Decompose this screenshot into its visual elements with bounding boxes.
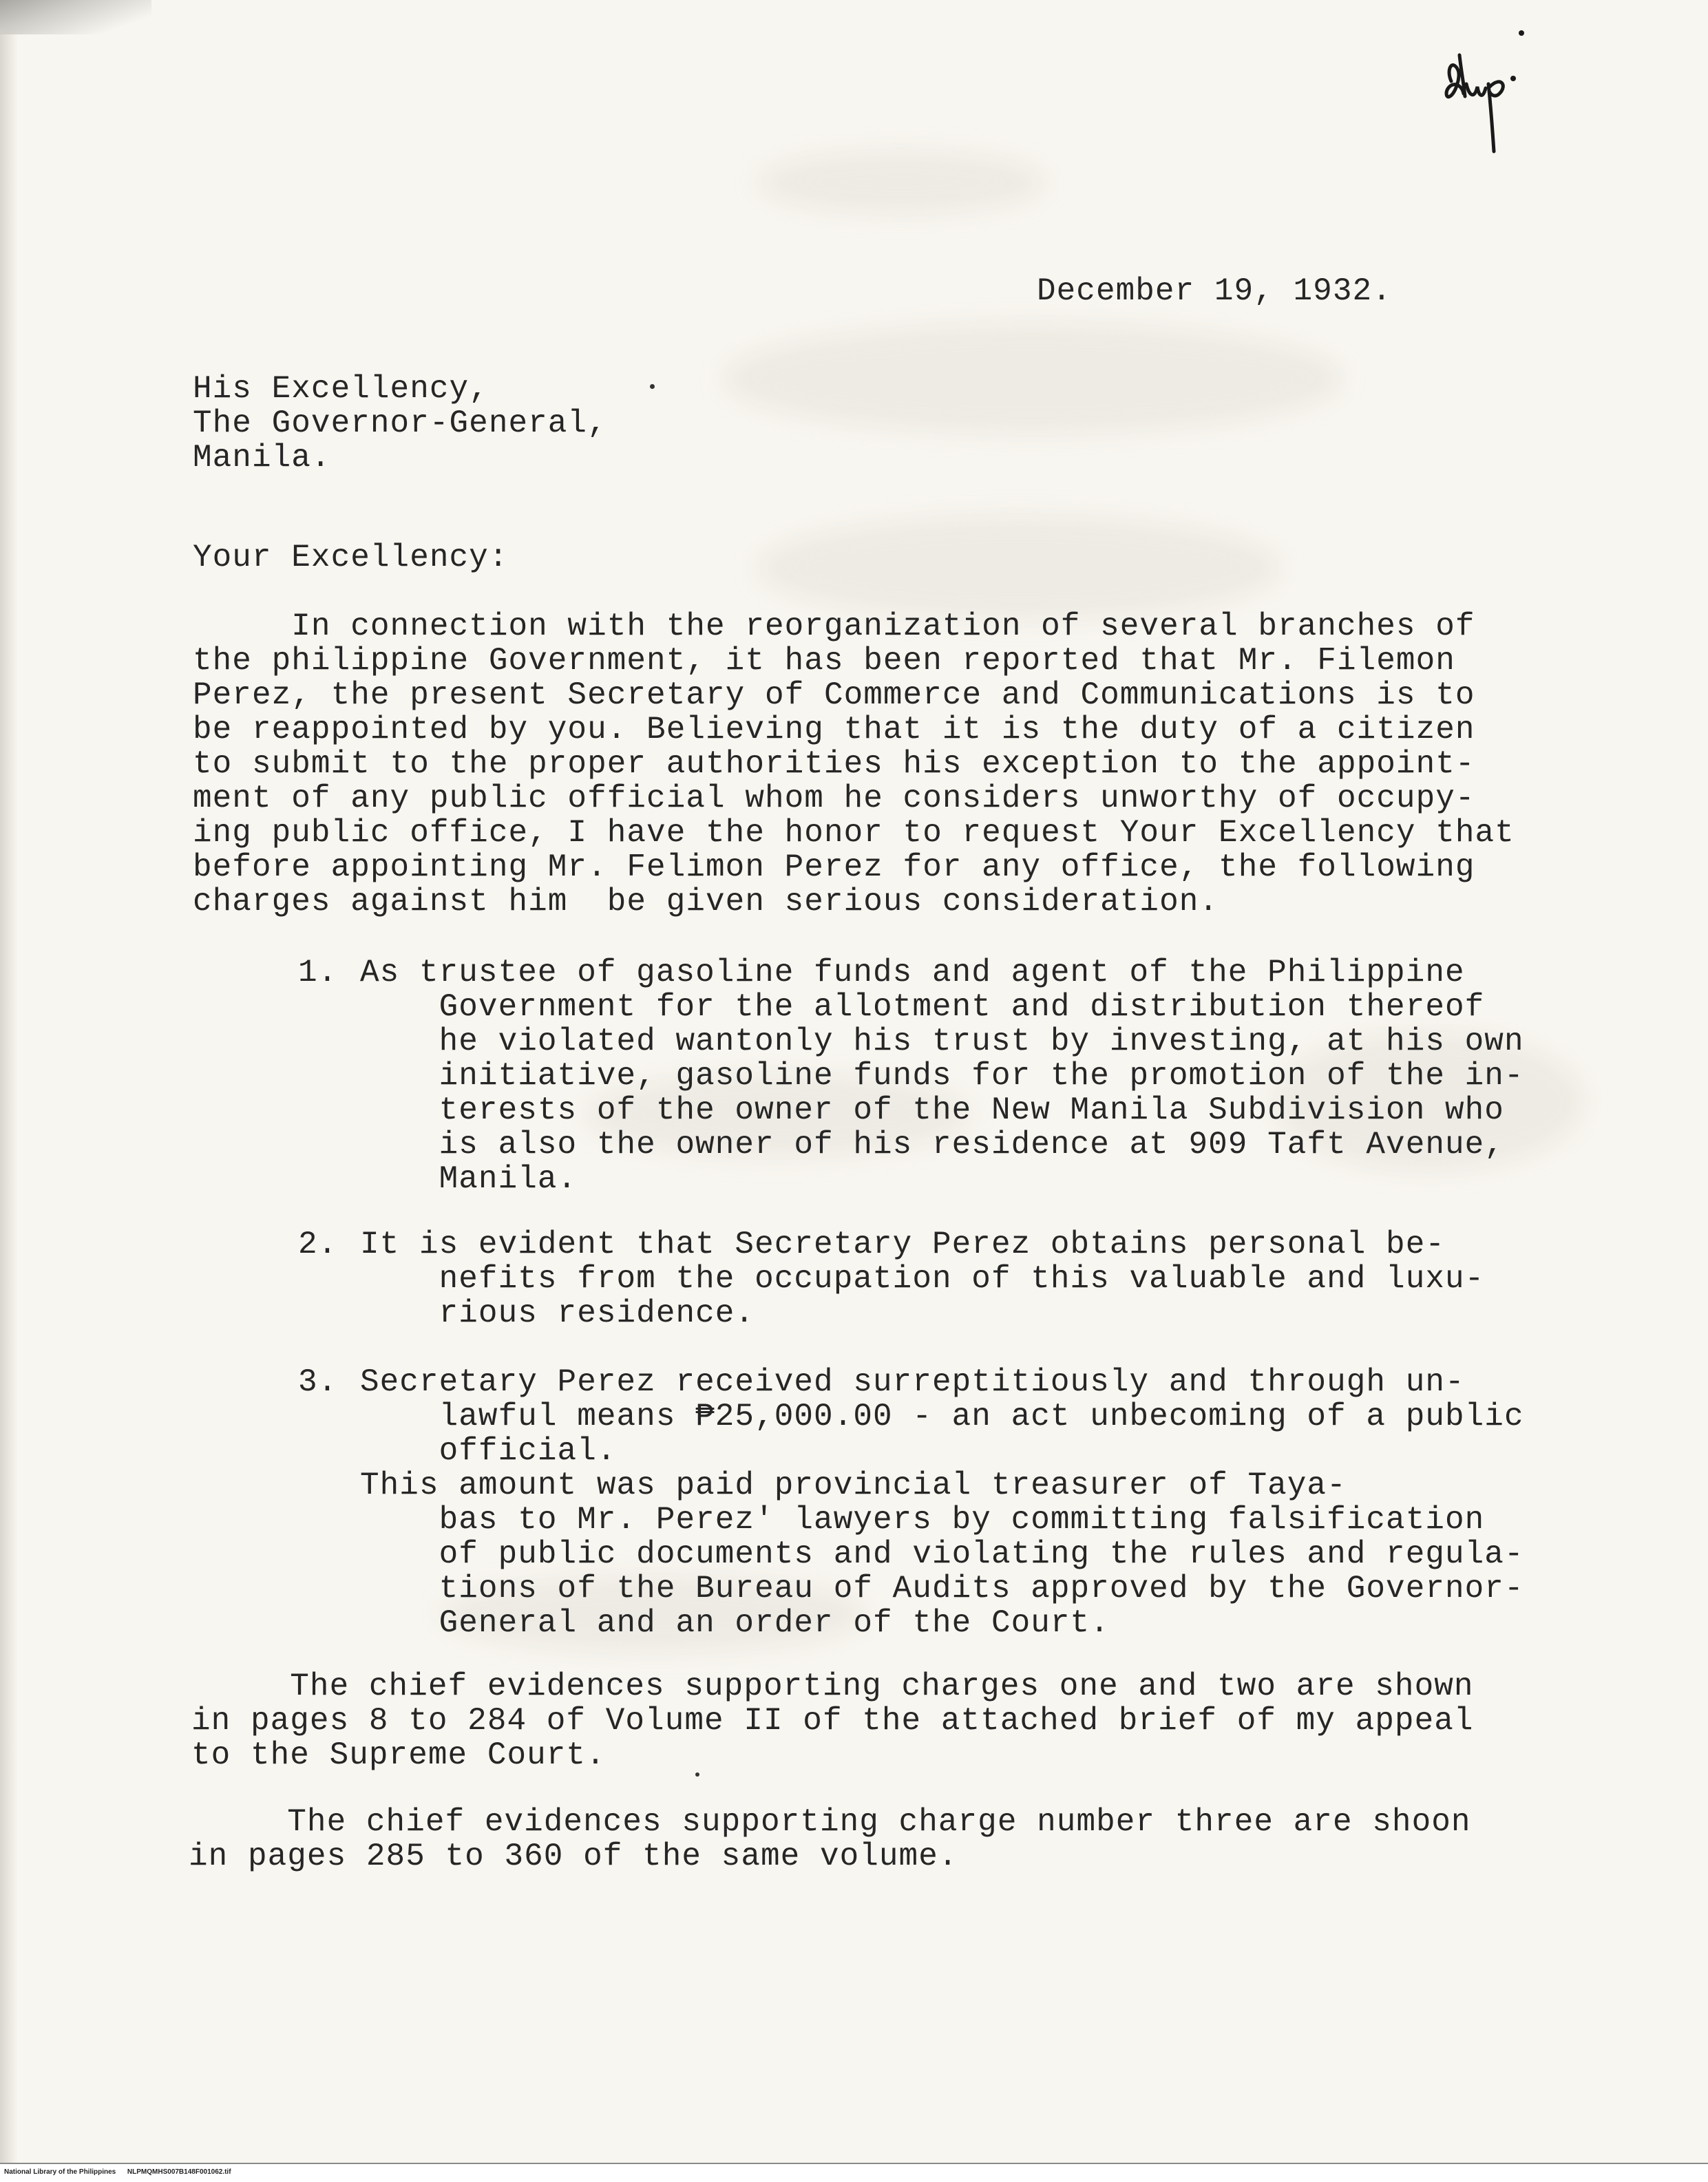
paper-stain: [757, 516, 1280, 619]
handwritten-annotation: [1439, 28, 1535, 158]
charge-line: Secretary Perez received surreptitiously and through un-: [360, 1364, 1465, 1400]
paragraph-line: before appointing Mr. Felimon Perez for any office, the following: [193, 849, 1475, 885]
closing-paragraph-1: [191, 1669, 1474, 1772]
charge-1-number: 1.: [298, 955, 338, 991]
charge-line: he violated wantonly his trust by investing, at his own: [360, 1024, 1524, 1059]
charge-line: tions of the Bureau of Audits approved by the Governor-: [360, 1571, 1524, 1607]
paragraph-line: Perez, the present Secretary of Commerce and Communications is to: [193, 677, 1475, 713]
paragraph-line: In connection with the reorganization of several branches of: [193, 608, 1475, 644]
scan-footer-strip: [0, 2163, 1708, 2182]
paper-stain: [757, 151, 1046, 213]
charge-line: initiative, gasoline funds for the promotion of the in-: [360, 1058, 1524, 1094]
paragraph-line: to the Supreme Court.: [191, 1737, 606, 1773]
charge-2-text: [360, 1227, 1484, 1331]
paper-stain: [723, 324, 1342, 434]
page-corner-shadow: [0, 0, 151, 34]
ink-dot: [650, 384, 655, 389]
charge-line: lawful means ₱25,000.00 - an act unbecoming of a public: [360, 1399, 1524, 1434]
paragraph-line: be reappointed by you. Believing that it is the duty of a citizen: [193, 712, 1475, 748]
charge-line: of public documents and violating the rules and regula-: [360, 1536, 1524, 1572]
recipient-line: The Governor-General,: [193, 405, 607, 441]
recipient-line: His Excellency,: [193, 371, 489, 407]
charge-line: nefits from the occupation of this valuable and luxu-: [360, 1261, 1485, 1297]
salutation: Your Excellency:: [193, 540, 509, 575]
letter-date: December 19, 1932.: [1037, 273, 1392, 309]
paragraph-line: ing public office, I have the honor to request Your Excellency that: [193, 815, 1515, 851]
charge-3-text: [360, 1365, 1524, 1640]
ink-dot: [695, 1772, 699, 1777]
paragraph-line: to submit to the proper authorities his exception to the appoint-: [193, 746, 1475, 782]
charge-line: bas to Mr. Perez' lawyers by committing falsification: [360, 1502, 1485, 1538]
footer-filename: NLPMQMHS007B148F001062.tif: [127, 2168, 231, 2176]
charge-line: is also the owner of his residence at 909 Taft Avenue,: [360, 1127, 1504, 1163]
intro-paragraph: [193, 609, 1515, 919]
recipient-line: Manila.: [193, 440, 331, 476]
charge-1-text: [360, 955, 1524, 1196]
charge-line: Manila.: [360, 1161, 578, 1197]
charge-line: It is evident that Secretary Perez obtains personal be-: [360, 1227, 1445, 1262]
paragraph-line: The chief evidences supporting charge number three are shoon: [189, 1804, 1471, 1840]
charge-line: General and an order of the Court.: [360, 1605, 1110, 1641]
charge-line: Government for the allotment and distribution thereof: [360, 989, 1485, 1025]
charge-line: terests of the owner of the New Manila Subdivision who: [360, 1092, 1504, 1128]
footer-institution: National Library of the Philippines: [4, 2168, 116, 2176]
page-left-edge-shadow: [0, 0, 18, 2181]
paragraph-line: in pages 8 to 284 of Volume II of the attached brief of my appeal: [191, 1703, 1474, 1739]
charge-line: official.: [360, 1433, 617, 1469]
paragraph-line: ment of any public official whom he considers unworthy of occupy-: [193, 781, 1475, 816]
paragraph-line: the philippine Government, it has been reported that Mr. Filemon: [193, 643, 1455, 679]
charge-3-number: 3.: [298, 1364, 338, 1400]
charge-2-number: 2.: [298, 1227, 338, 1262]
paragraph-line: charges against him be given serious consideration.: [193, 884, 1219, 920]
charge-line: This amount was paid provincial treasurer of Taya-: [360, 1468, 1347, 1503]
closing-paragraph-2: [189, 1805, 1471, 1874]
scan-footer-text: [4, 2168, 231, 2176]
paragraph-line: in pages 285 to 360 of the same volume.: [189, 1839, 958, 1874]
charge-line: As trustee of gasoline funds and agent of the Philippine: [360, 955, 1465, 991]
charge-line: rious residence.: [360, 1295, 755, 1331]
recipient-address: [193, 372, 607, 475]
paragraph-line: The chief evidences supporting charges one and two are shown: [191, 1669, 1474, 1704]
